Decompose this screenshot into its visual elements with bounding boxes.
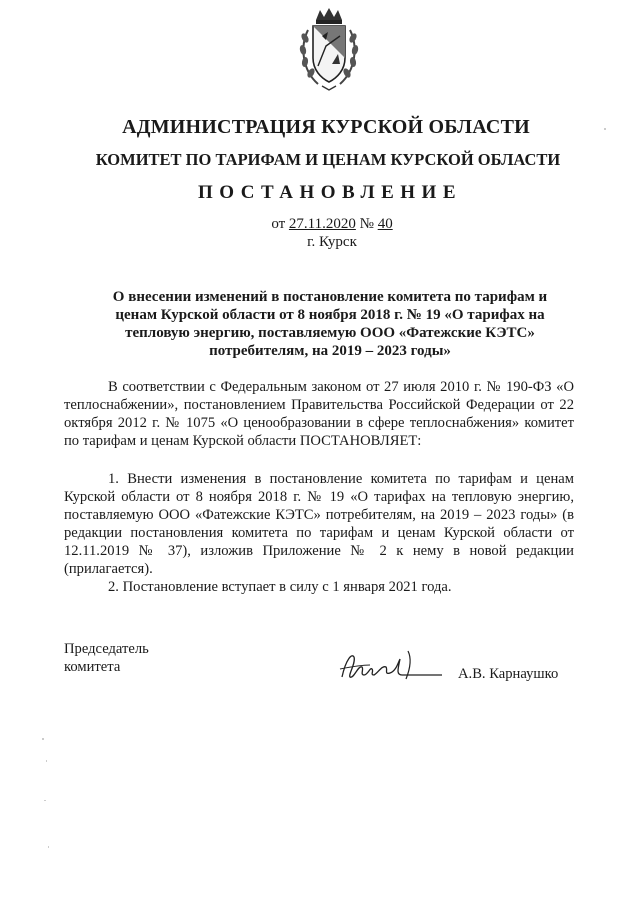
document-subject: О внесении изменений в постановление комитета по тарифам и ценам Курской области от 8 ноября 2018 г. № 19 «О тарифах на тепловую энергию, поставляемую ООО «Фатежские КЭТС» потребителям, на 2019 – 2023 годы» bbox=[112, 289, 548, 359]
signer-role-line-1: Председатель bbox=[64, 641, 149, 657]
scan-speck bbox=[42, 738, 44, 740]
signer-role-line-2: комитета bbox=[64, 659, 121, 675]
document-type: ПОСТАНОВЛЕНИЕ bbox=[197, 182, 463, 203]
date-line bbox=[12, 216, 640, 233]
org-title: АДМИНИСТРАЦИЯ КУРСКОЙ ОБЛАСТИ bbox=[122, 116, 530, 138]
signer-name: А.В. Карнаушко bbox=[458, 666, 559, 682]
committee-title: КОМИТЕТ ПО ТАРИФАМ И ЦЕНАМ КУРСКОЙ ОБЛАСТИ bbox=[95, 150, 561, 169]
item-2-paragraph: 2. Постановление вступает в силу с 1 января 2021 года. bbox=[108, 579, 452, 595]
document-date: 27.11.2020 bbox=[288, 216, 356, 232]
scan-speck bbox=[48, 846, 49, 848]
scan-speck bbox=[44, 800, 46, 801]
scan-speck bbox=[46, 760, 47, 762]
handwritten-signature-icon bbox=[336, 645, 446, 689]
document-number: 40 bbox=[377, 216, 393, 232]
city: г. Курск bbox=[307, 234, 357, 250]
signer-role bbox=[64, 640, 149, 676]
coat-of-arms-icon bbox=[296, 6, 362, 92]
scan-speck bbox=[604, 128, 606, 130]
preamble-paragraph: В соответствии с Федеральным законом от 27 июля 2010 г. № 190-ФЗ «О теплоснабжении», постановлением Правительства Российской Федерации от 22 октября 2012 г. № 1075 «О ценообразовании в сфере теплоснабжения» комитет по тарифам и ценам Курской области ПОСТАНОВЛЯЕТ: bbox=[64, 379, 574, 449]
date-prefix: от bbox=[271, 216, 286, 232]
item-1-paragraph: 1. Внести изменения в постановление комитета по тарифам и ценам Курской области от 8 ноября 2018 г. № 19 «О тарифах на тепловую энергию, поставляемую ООО «Фатежские КЭТС» потребителям, на 2019 – 2023 годы» (в редакции постановления комитета по тарифам и ценам Курской области от 12.11.2019 № 37), изложив Приложение № 2 к нему в новой редакции (прилагается). bbox=[64, 471, 574, 577]
number-prefix: № bbox=[359, 216, 374, 232]
